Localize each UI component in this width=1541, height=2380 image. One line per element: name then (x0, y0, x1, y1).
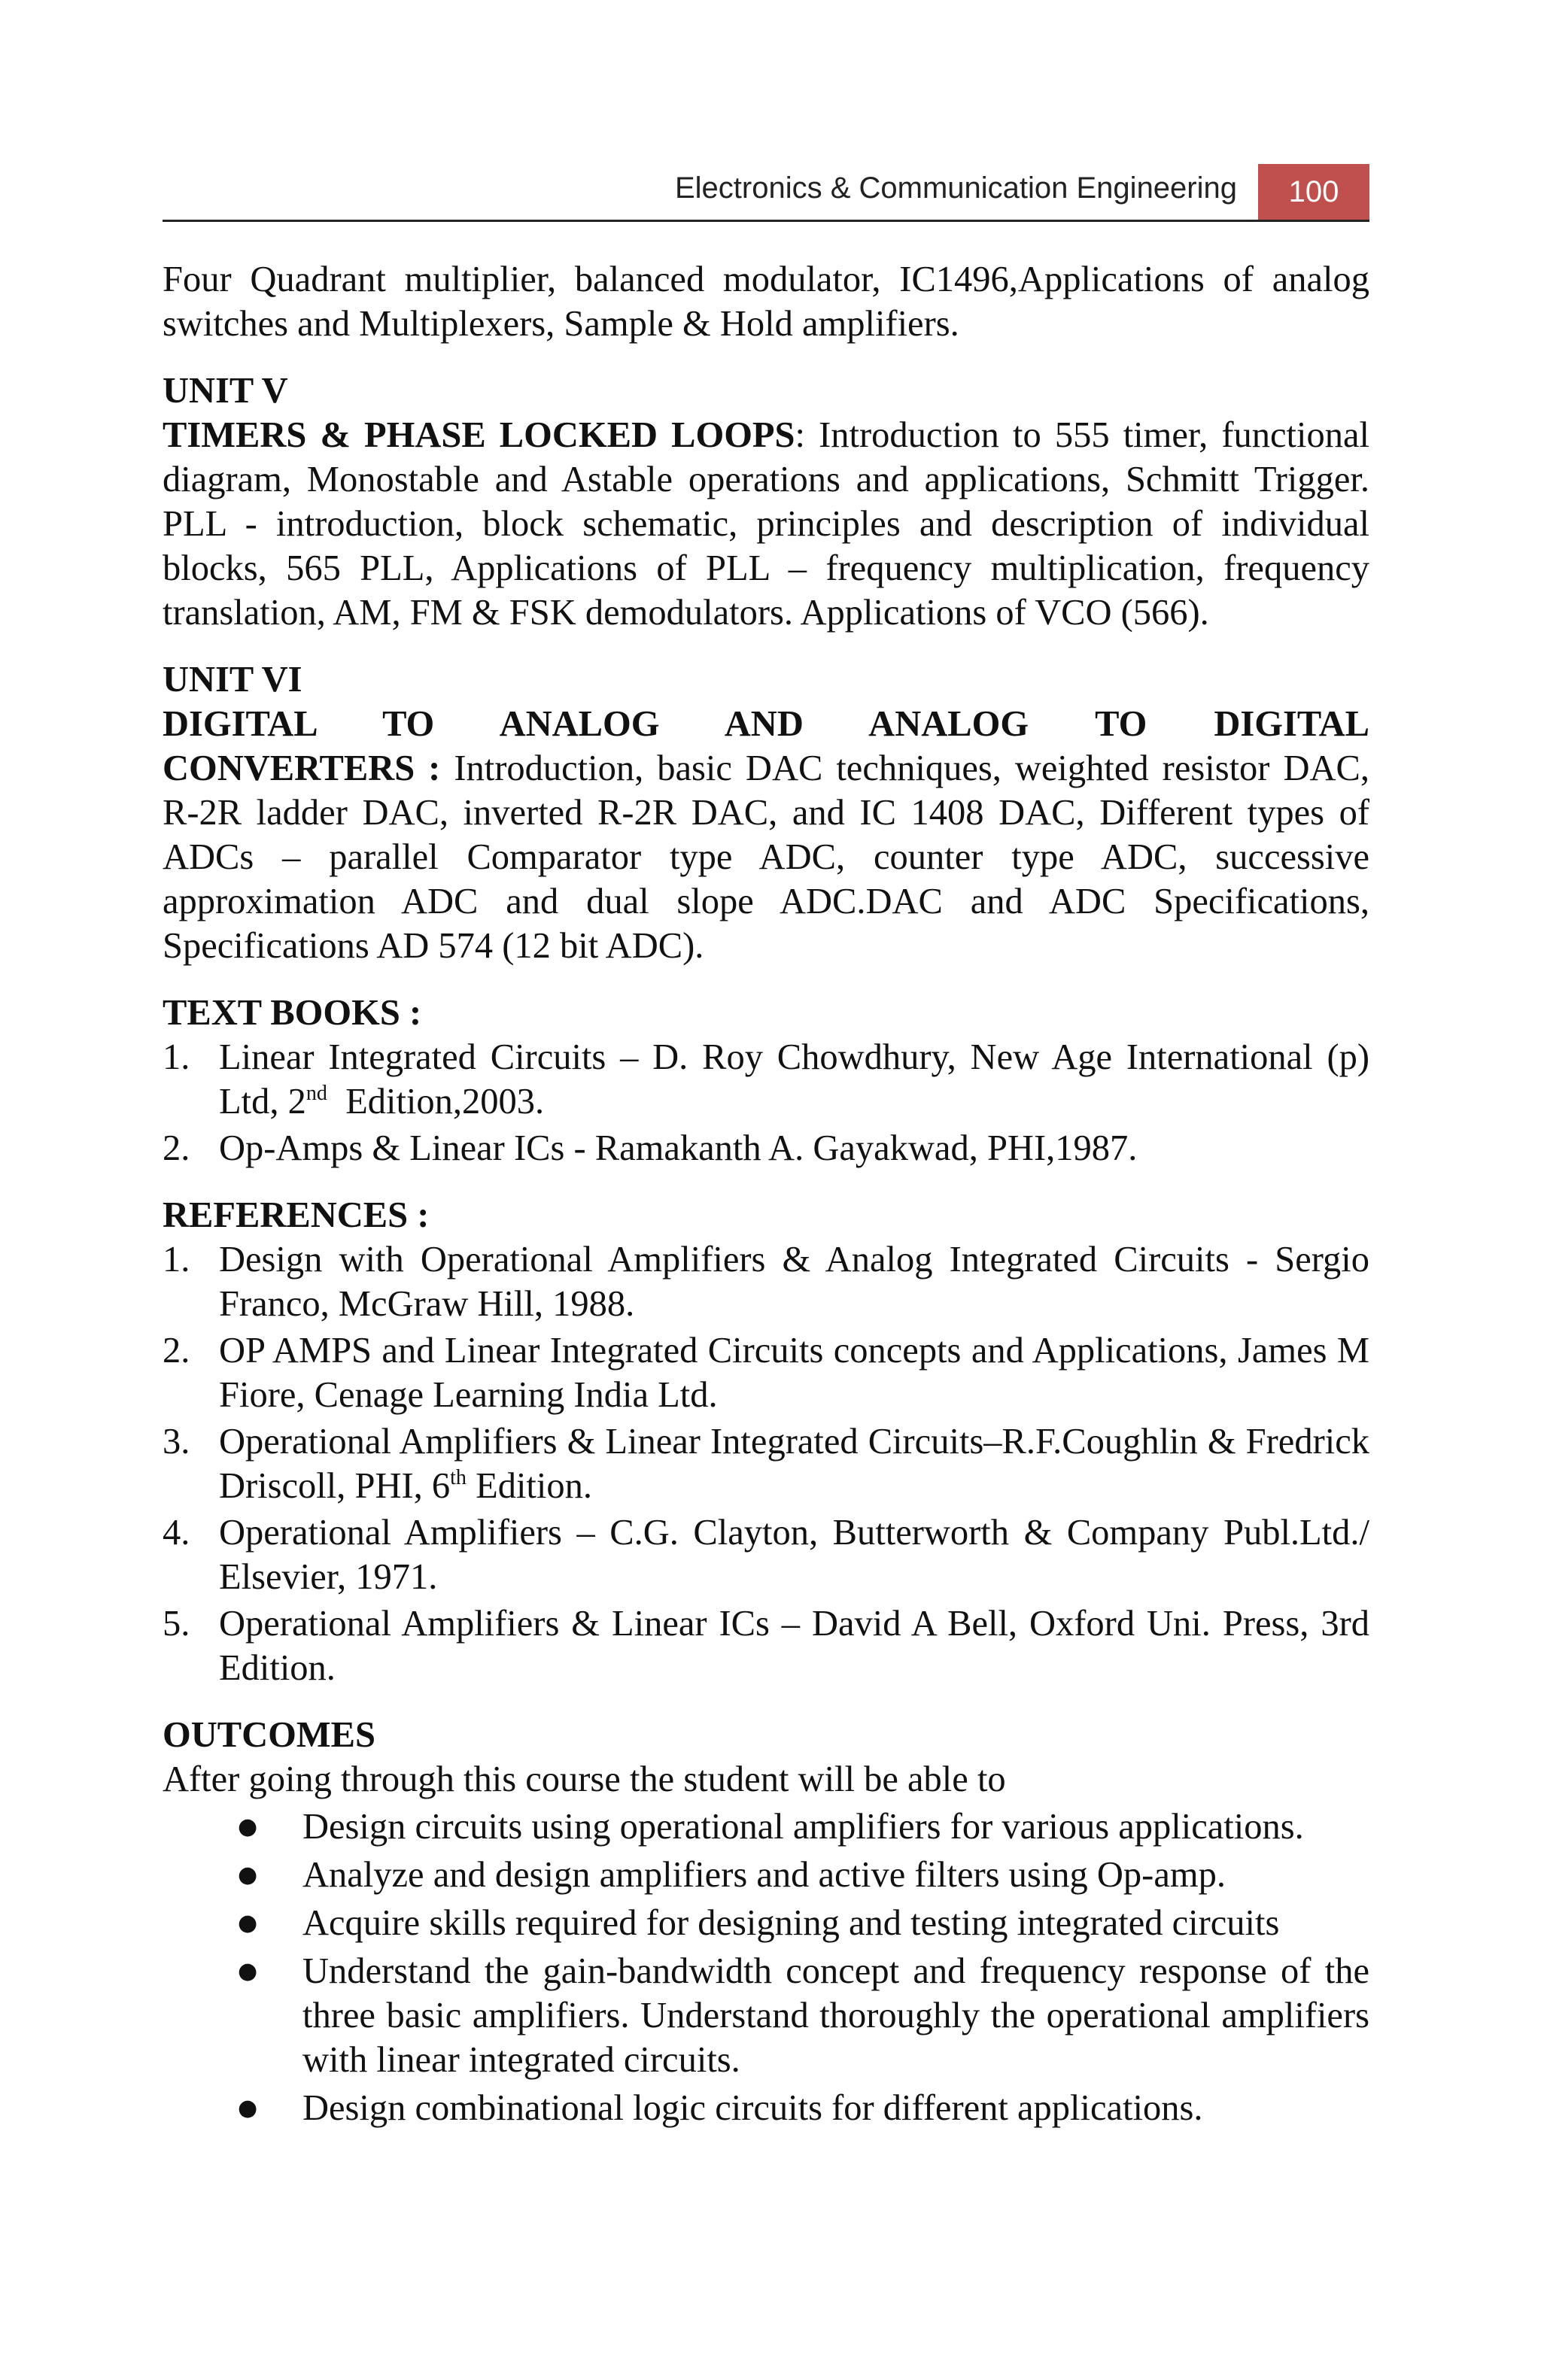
bullet-icon: ● (238, 1862, 258, 1888)
list-item (163, 1853, 1369, 1897)
list-item-text: Edition. (466, 1466, 592, 1506)
text-books-section (163, 991, 1369, 1170)
list-number: 1. (163, 1240, 190, 1280)
text-books-title: TEXT BOOKS : (163, 993, 422, 1033)
list-item (163, 1237, 1369, 1326)
list-item-text: Op-Amps & Linear ICs - Ramakanth A. Gayakwad, PHI,1987. (219, 1128, 1138, 1168)
list-number: 2. (163, 1331, 190, 1371)
unit-vi-section (163, 657, 1369, 968)
list-item-text: Design combinational logic circuits for different applications. (302, 2088, 1203, 2128)
list-item (163, 1035, 1369, 1124)
header-title: Electronics & Communication Engineering (674, 172, 1237, 205)
references-section (163, 1193, 1369, 1690)
list-item-text: Operational Amplifiers & Linear Integrated Circuits–R.F.Coughlin & Fredrick Driscoll, PHI, 6 (219, 1422, 1369, 1506)
unit-v-section (163, 369, 1369, 635)
outcomes-title: OUTCOMES (163, 1715, 375, 1755)
bullet-icon: ● (238, 1814, 258, 1840)
unit-vi-heading-line2: CONVERTERS : (163, 748, 441, 788)
unit-vi-paragraph (163, 746, 1369, 968)
list-item-text: Analyze and design amplifiers and active filters using Op-amp. (302, 1855, 1226, 1895)
bullet-icon: ● (238, 1958, 258, 1984)
list-item (163, 2086, 1369, 2130)
list-item-text: Design with Operational Amplifiers & Analog Integrated Circuits - Sergio Franco, McGraw Hill, 1988. (219, 1240, 1369, 1324)
unit-vi-title: UNIT VI (163, 660, 302, 700)
list-item-text: Edition,2003. (327, 1082, 545, 1122)
list-item (163, 1949, 1369, 2082)
list-number: 5. (163, 1604, 190, 1644)
list-item-text: OP AMPS and Linear Integrated Circuits concepts and Applications, James M Fiore, Cenage Learning India Ltd. (219, 1331, 1369, 1415)
page-number-badge: 100 (1258, 164, 1369, 220)
intro-paragraph: Four Quadrant multiplier, balanced modulator, IC1496,Applications of analog switches and Multiplexers, Sample & Hold amplifiers. (163, 260, 1369, 344)
list-item (163, 1126, 1369, 1170)
references-title: REFERENCES : (163, 1195, 430, 1235)
superscript: th (450, 1466, 467, 1489)
text-books-list (163, 1035, 1369, 1170)
list-number: 3. (163, 1422, 190, 1462)
unit-v-separator: : (795, 415, 805, 455)
superscript: nd (305, 1082, 327, 1105)
list-item-text: Acquire skills required for designing and testing integrated circuits (302, 1903, 1280, 1943)
list-item-text: Operational Amplifiers – C.G. Clayton, Butterworth & Company Publ.Ltd./ Elsevier, 1971. (219, 1513, 1369, 1597)
unit-vi-heading-line1: DIGITAL TO ANALOG AND ANALOG TO DIGITAL (163, 704, 1369, 744)
list-item (163, 1601, 1369, 1690)
list-item (163, 1901, 1369, 1945)
unit-vi-body: Introduction, basic DAC techniques, weighted resistor DAC, R-2R ladder DAC, inverted R-2R DAC, and IC 1408 DAC, Different types of ADCs – parallel Comparator type ADC, counter type ADC, successive approximation ADC and dual slope ADC.DAC and ADC Specifications, Specifications AD 574 (12 bit ADC). (163, 748, 1369, 966)
outcomes-list (163, 1805, 1369, 2130)
unit-v-heading: TIMERS & PHASE LOCKED LOOPS (163, 415, 795, 455)
references-list (163, 1237, 1369, 1690)
page-header (163, 158, 1369, 222)
bullet-icon: ● (238, 1910, 258, 1936)
bullet-icon: ● (238, 2095, 258, 2121)
list-item-text: Linear Integrated Circuits – D. Roy Chowdhury, New Age International (p) Ltd, 2 (219, 1037, 1369, 1122)
list-item-text: Understand the gain-bandwidth concept and frequency response of the three basic amplifiers. Understand thoroughly the operational amplifiers with linear integrated circuits. (302, 1951, 1369, 2080)
list-item-text: Operational Amplifiers & Linear ICs – David A Bell, Oxford Uni. Press, 3rd Edition. (219, 1604, 1369, 1688)
list-item-text: Design circuits using operational amplifiers for various applications. (302, 1807, 1304, 1847)
outcomes-section (163, 1713, 1369, 2130)
list-number: 2. (163, 1128, 190, 1168)
list-item (163, 1805, 1369, 1849)
list-number: 1. (163, 1037, 190, 1077)
list-item (163, 1419, 1369, 1508)
list-item (163, 1328, 1369, 1417)
page-content (163, 257, 1369, 2134)
list-item (163, 1510, 1369, 1599)
list-number: 4. (163, 1513, 190, 1553)
unit-v-body: Introduction to 555 timer, functional diagram, Monostable and Astable operations and applications, Schmitt Trigger. PLL - introduction, block schematic, principles and description of individual blocks, 565 PLL, Applications of PLL – frequency multiplication, frequency translation, AM, FM & FSK demodulators. Applications of VCO (566). (163, 415, 1369, 633)
outcomes-intro: After going through this course the student will be able to (163, 1759, 1006, 1799)
unit-v-title: UNIT V (163, 371, 288, 411)
unit-v-paragraph (163, 413, 1369, 635)
